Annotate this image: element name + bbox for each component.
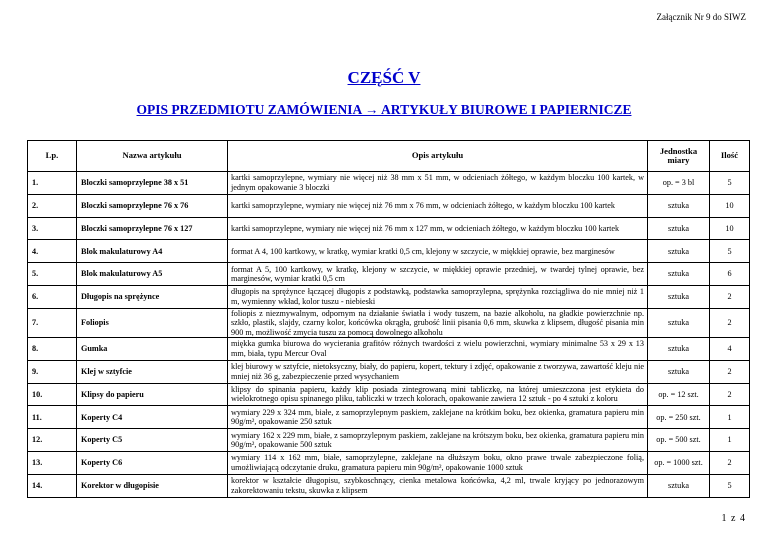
cell-unit: op. = 3 bl <box>648 172 710 195</box>
table-row <box>28 383 750 406</box>
column-header-name: Nazwa artykułu <box>77 141 228 172</box>
section-subtitle: OPIS PRZEDMIOTU ZAMÓWIENIA → ARTYKUŁY BIUROWE I PAPIERNICZE <box>136 102 632 117</box>
cell-unit: op. = 500 szt. <box>648 429 710 452</box>
cell-unit: sztuka <box>648 263 710 286</box>
cell-quantity: 4 <box>710 338 750 361</box>
cell-quantity: 6 <box>710 263 750 286</box>
cell-description: format A 5, 100 kartkowy, w kratkę, klejony w szczycie, w miękkiej oprawie przedniej, w twardej tylnej oprawie, bez marginesów, wymiar kratki 0,5 cm <box>228 263 648 286</box>
column-header-qty: Ilość <box>710 141 750 172</box>
cell-description: klipsy do spinania papieru, każdy klip posiada zintegrowaną mini tabliczkę, na której umieszczona jest etykieta do wielokrotnego opisu spinanego pliku, tabliczki w trzech kolorach, opakowanie zawiera 12 sztuk - po 4 sztuki z koloru <box>228 383 648 406</box>
cell-unit: sztuka <box>648 474 710 497</box>
cell-quantity: 1 <box>710 406 750 429</box>
cell-unit: sztuka <box>648 240 710 263</box>
cell-lp: 9. <box>28 360 77 383</box>
cell-unit: sztuka <box>648 338 710 361</box>
cell-unit: op. = 250 szt. <box>648 406 710 429</box>
cell-lp: 7. <box>28 308 77 337</box>
cell-name: Koperty C6 <box>77 451 228 474</box>
cell-quantity: 2 <box>710 360 750 383</box>
cell-quantity: 2 <box>710 451 750 474</box>
cell-name: Foliopis <box>77 308 228 337</box>
page-number: 1 z 4 <box>721 513 746 524</box>
cell-description: długopis na sprężynce łączącej długopis z podstawką, podstawka samoprzylepna, sprężynka rozciągliwa do nie mniej niż 1 m, wymienny wkład, kolor tuszu - niebieski <box>228 285 648 308</box>
table-row <box>28 429 750 452</box>
cell-quantity: 2 <box>710 383 750 406</box>
cell-unit: sztuka <box>648 194 710 217</box>
table-row <box>28 217 750 240</box>
table-row <box>28 360 750 383</box>
column-header-desc: Opis artykułu <box>228 141 648 172</box>
cell-name: Blok makulaturowy A5 <box>77 263 228 286</box>
table-header-row <box>28 141 750 172</box>
cell-name: Bloczki samoprzylepne 76 x 127 <box>77 217 228 240</box>
cell-description: wymiary 162 x 229 mm, białe, z samoprzylepnym paskiem, zaklejane na krótszym boku, bez okienka, gramatura papieru min 90g/m², opakowanie 500 sztuk <box>228 429 648 452</box>
cell-description: klej biurowy w sztyfcie, nietoksyczny, biały, do papieru, kopert, tektury i zdjęć, opakowanie z tworzywa, zawartość kleju nie mniej niż 36 g, zabezpieczenie przed wysychaniem <box>228 360 648 383</box>
cell-unit: sztuka <box>648 217 710 240</box>
table-row <box>28 451 750 474</box>
cell-name: Długopis na sprężynce <box>77 285 228 308</box>
cell-name: Bloczki samoprzylepne 76 x 76 <box>77 194 228 217</box>
cell-lp: 11. <box>28 406 77 429</box>
table-row <box>28 338 750 361</box>
part-title: CZĘŚĆ V <box>347 68 421 87</box>
cell-lp: 8. <box>28 338 77 361</box>
cell-name: Klej w sztyfcie <box>77 360 228 383</box>
column-header-unit: Jednostka miary <box>648 141 710 172</box>
cell-lp: 4. <box>28 240 77 263</box>
cell-name: Blok makulaturowy A4 <box>77 240 228 263</box>
cell-description: miękka gumka biurowa do wycierania grafitów różnych twardości z wielu powierzchni, wymiary minimalne 53 x 29 x 13 mm, biała, typu Mercur Oval <box>228 338 648 361</box>
cell-unit: op. = 1000 szt. <box>648 451 710 474</box>
cell-name: Klipsy do papieru <box>77 383 228 406</box>
cell-lp: 5. <box>28 263 77 286</box>
table-row <box>28 474 750 497</box>
cell-quantity: 10 <box>710 217 750 240</box>
cell-name: Gumka <box>77 338 228 361</box>
cell-unit: sztuka <box>648 360 710 383</box>
cell-description: format A 4, 100 kartkowy, w kratkę, wymiar kratki 0,5 cm, klejony w szczycie, w miękkiej oprawie, bez marginesów <box>228 240 648 263</box>
cell-quantity: 5 <box>710 240 750 263</box>
cell-name: Bloczki samoprzylepne 38 x 51 <box>77 172 228 195</box>
cell-lp: 3. <box>28 217 77 240</box>
cell-lp: 10. <box>28 383 77 406</box>
cell-name: Korektor w długopisie <box>77 474 228 497</box>
cell-lp: 2. <box>28 194 77 217</box>
cell-lp: 1. <box>28 172 77 195</box>
annex-label: Załącznik Nr 9 do SIWZ <box>656 12 746 22</box>
cell-lp: 13. <box>28 451 77 474</box>
table-row <box>28 172 750 195</box>
cell-quantity: 1 <box>710 429 750 452</box>
table-row <box>28 194 750 217</box>
items-table <box>27 140 750 498</box>
cell-lp: 14. <box>28 474 77 497</box>
cell-name: Koperty C4 <box>77 406 228 429</box>
cell-quantity: 5 <box>710 474 750 497</box>
table-row <box>28 308 750 337</box>
cell-lp: 12. <box>28 429 77 452</box>
table-row <box>28 263 750 286</box>
cell-quantity: 10 <box>710 194 750 217</box>
table-row <box>28 240 750 263</box>
cell-quantity: 5 <box>710 172 750 195</box>
cell-unit: op. = 12 szt. <box>648 383 710 406</box>
cell-name: Koperty C5 <box>77 429 228 452</box>
cell-quantity: 2 <box>710 308 750 337</box>
cell-lp: 6. <box>28 285 77 308</box>
cell-unit: sztuka <box>648 308 710 337</box>
cell-description: korektor w kształcie długopisu, szybkoschnący, cienka metalowa końcówka, 4,2 ml, trwale kryjący po jednorazowym zakorektowaniu tekstu, skuwka z klipsem <box>228 474 648 497</box>
cell-description: wymiary 229 x 324 mm, białe, z samoprzylepnym paskiem, zaklejane na krótkim boku, bez okienka, gramatura papieru min 90g/m², opakowanie 250 sztuk <box>228 406 648 429</box>
cell-description: foliopis z niezmywalnym, odpornym na działanie światła i wody tuszem, na bazie alkoholu, na gładkie powierzchnie np. szkło, plastik, slajdy, czarny kolor, końcówka okrągła, grubość linii pisania 0,6 mm, skuwka z klipsem, długość pisania min 900 m, możliwość zmycia tuszu za pomocą dowolnego alkoholu <box>228 308 648 337</box>
cell-unit: sztuka <box>648 285 710 308</box>
table-row <box>28 406 750 429</box>
cell-description: kartki samoprzylepne, wymiary nie więcej niż 76 mm x 76 mm, w odcieniach żółtego, w każdym bloczku 100 kartek <box>228 194 648 217</box>
table-row <box>28 285 750 308</box>
cell-description: kartki samoprzylepne, wymiary nie więcej niż 76 mm x 127 mm, w odcieniach żółtego, w każdym bloczku 100 kartek <box>228 217 648 240</box>
cell-description: wymiary 114 x 162 mm, białe, samoprzylepne, zaklejane na dłuższym boku, okno prawe trwale zabezpieczone folią, umożliwiającą odczytanie druku, gramatura papieru min 90g/m², opakowanie 1000 sztuk <box>228 451 648 474</box>
cell-description: kartki samoprzylepne, wymiary nie więcej niż 38 mm x 51 mm, w odcieniach żółtego, w każdym bloczku 100 kartek, w jednym opakowanie 3 bloczki <box>228 172 648 195</box>
column-header-lp: Lp. <box>28 141 77 172</box>
cell-quantity: 2 <box>710 285 750 308</box>
